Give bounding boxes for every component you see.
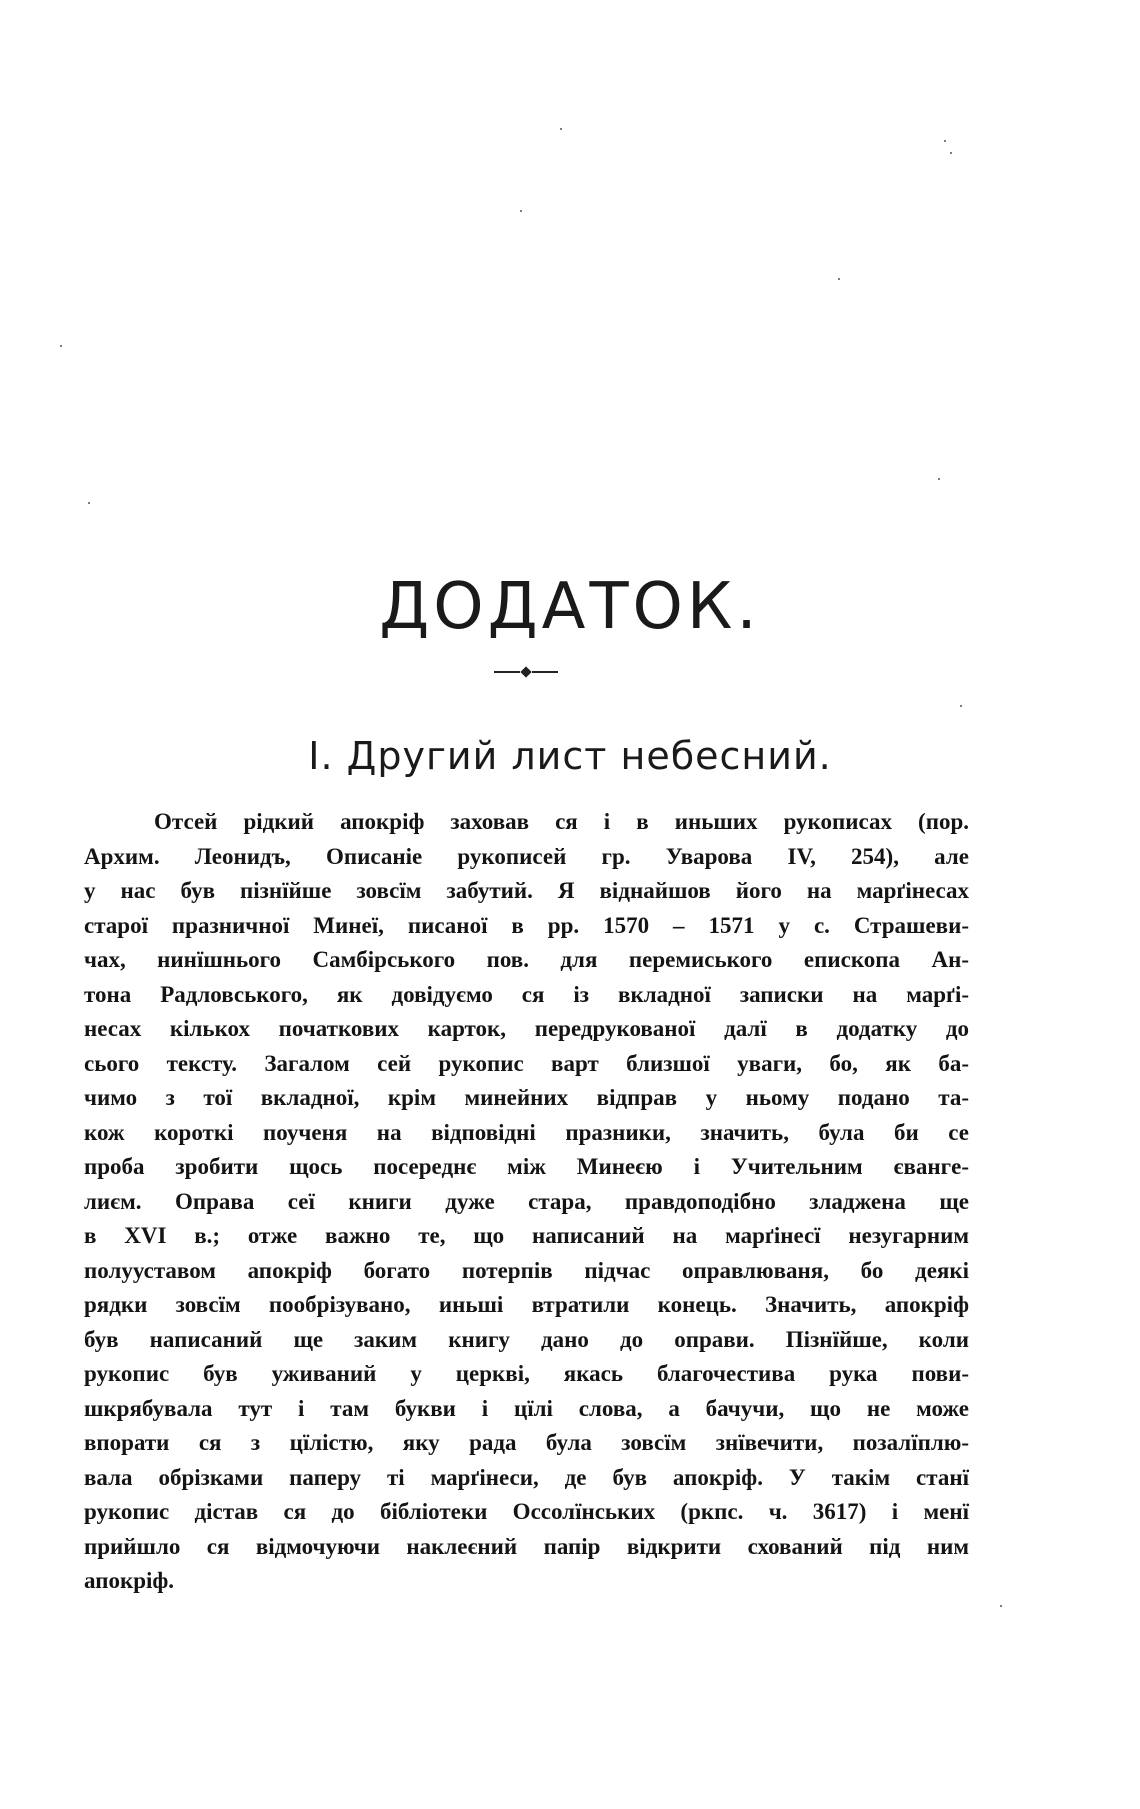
text-line: полууставом апокріф богато потерпів підчас оправлюваня, бо деякі: [84, 1257, 969, 1283]
text-line: сього тексту. Загалом сей рукопис варт близшої уваги, бо, як ба-: [84, 1050, 969, 1076]
scan-speck: [944, 140, 946, 142]
text-line: несах кількох початкових карток, передрукованої далї в додатку до: [84, 1016, 969, 1041]
text-line: Отсей рідкий апокріф заховав ся і в иньших рукописах (пор.: [154, 809, 969, 834]
text-line: впорати ся з цїлістю, яку рада була зовсїм знївечити, позалїплю-: [84, 1430, 969, 1455]
page-title: ДОДАТОК.: [379, 570, 761, 644]
ornament-line-left: [494, 671, 520, 673]
text-line: у нас був пізнїйше зовсїм забутий. Я віднайшов його на марґінесах: [84, 878, 969, 903]
text-line: рядки зовсїм пообрізувано, иньші втратили конець. Значить, апокріф: [84, 1292, 969, 1317]
scan-speck: [560, 128, 562, 130]
scan-speck: [838, 278, 840, 280]
text-line: в XVI в.; отже важно те, що написаний на марґінесї незугарним: [84, 1223, 969, 1248]
body-paragraph: [84, 805, 969, 1599]
scan-speck: [960, 705, 962, 707]
scan-speck: [520, 210, 522, 212]
text-line: лиєм. Оправа сеї книги дуже стара, правдоподібно зладжена ще: [84, 1188, 969, 1214]
text-line: проба зробити щось посереднє між Минеєю і Учительним євангe-: [84, 1154, 969, 1179]
text-line: чах, нинїшнього Самбірського пов. для перемиського епископа Ан-: [84, 947, 969, 972]
text-line: тона Радловського, як довідуємо ся із вкладної записки на марґі-: [84, 981, 969, 1007]
scan-speck: [938, 478, 940, 480]
text-line: шкрябувала тут і там букви і цїлі слова, а бачучи, що не може: [84, 1395, 969, 1421]
scan-speck: [88, 502, 90, 504]
ornament-dot: [520, 666, 531, 677]
title-ornament: [494, 668, 558, 676]
text-line: Архим. Леонидъ, Описаніе рукописей гр. Уварова IV, 254), але: [84, 843, 969, 869]
scan-speck: [950, 152, 952, 154]
text-line: рукопис був уживаний у церкві, якась благочестива рука пови-: [84, 1361, 969, 1386]
scan-speck: [1000, 1605, 1002, 1607]
ornament-line-right: [532, 671, 558, 673]
section-heading: I. Другий лист небесний.: [308, 734, 832, 778]
text-line: старої празничної Минеї, писаної в рр. 1570 – 1571 у с. Страшеви-: [84, 912, 969, 938]
text-line: прийшло ся відмочуючи наклеєний папір відкрити схований під ним: [84, 1533, 969, 1559]
text-line: чимо з тої вкладної, крім минейних відправ у ньому подано та-: [84, 1085, 969, 1110]
scan-speck: [60, 345, 62, 347]
text-line: рукопис дістав ся до бібліотеки Оссолїнських (ркпс. ч. 3617) і менї: [84, 1499, 969, 1524]
text-line: кож короткі поученя на відповідні празники, значить, була би се: [84, 1119, 969, 1145]
text-line: був написаний ще заким книгу дано до оправи. Пізнїйше, коли: [84, 1326, 969, 1352]
text-line: апокріф.: [84, 1568, 175, 1593]
text-line: вала обрізками паперу ті марґінеси, де був апокріф. У такім станї: [84, 1464, 969, 1490]
